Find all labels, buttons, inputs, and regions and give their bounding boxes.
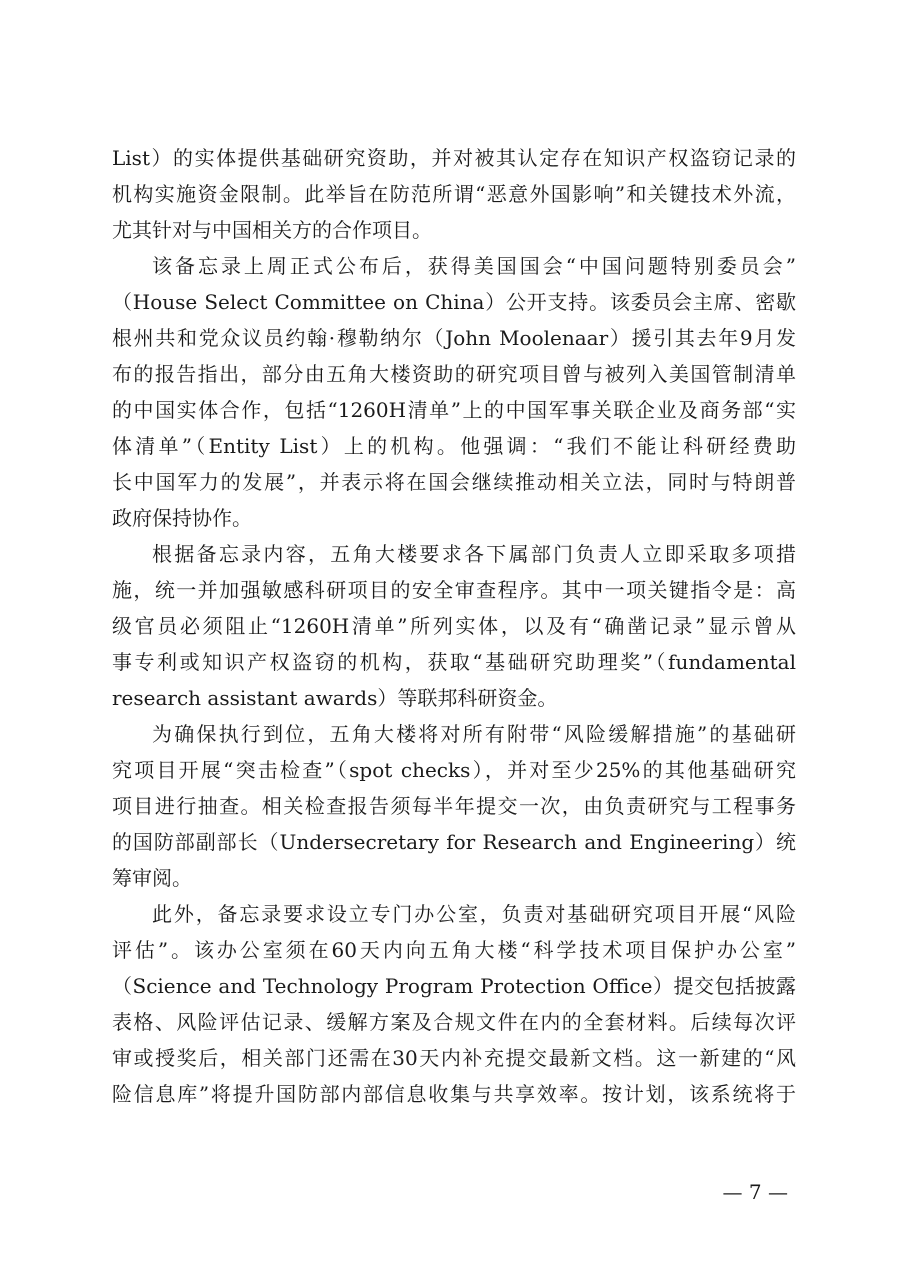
paragraph-first-line: 该备忘录上周正式公布后，获得美国国会“中国问题特别委员会”: [152, 254, 796, 278]
text-line: 究项目开展“突击检查”（spot checks），并对至少25%的其他基础研究: [112, 758, 796, 782]
page-number-label: — 7 —: [722, 1180, 788, 1204]
text-line: 险信息库”将提升国防部内部信息收集与共享效率。按计划，该系统将于: [112, 1082, 796, 1106]
text-line: 事专利或知识产权盗窃的机构，获取“基础研究助理奖”（fundamental: [112, 650, 796, 674]
text-line: 布的报告指出，部分由五角大楼资助的研究项目曾与被列入美国管制清单: [112, 362, 796, 386]
text-line: 级官员必须阻止“1260H清单”所列实体，以及有“确凿记录”显示曾从: [112, 614, 796, 638]
text-line: 筹审阅。: [112, 866, 192, 890]
text-line: 表格、风险评估记录、缓解方案及合规文件在内的全套材料。后续每次评: [112, 1010, 796, 1034]
text-line: （Science and Technology Program Protection Office）提交包括披露: [112, 974, 796, 998]
text-line: （House Select Committee on China）公开支持。该委员会主席、密歇: [112, 290, 796, 314]
text-line: 的中国实体合作，包括“1260H清单”上的中国军事关联企业及商务部“实: [112, 398, 796, 422]
text-line: 项目进行抽查。相关检查报告须每半年提交一次，由负责研究与工程事务: [112, 794, 796, 818]
paragraph-first-line: 为确保执行到位，五角大楼将对所有附带“风险缓解措施”的基础研: [152, 722, 796, 746]
text-line: 机构实施资金限制。此举旨在防范所谓“恶意外国影响”和关键技术外流，: [112, 182, 796, 206]
text-line: 评估”。该办公室须在60天内向五角大楼“科学技术项目保护办公室”: [112, 938, 796, 962]
paragraph-first-line: 此外，备忘录要求设立专门办公室，负责对基础研究项目开展“风险: [152, 902, 796, 926]
text-line: List）的实体提供基础研究资助，并对被其认定存在知识产权盗窃记录的: [112, 146, 796, 170]
paragraph-first-line: 根据备忘录内容，五角大楼要求各下属部门负责人立即采取多项措: [152, 542, 796, 566]
text-line: 体清单”（Entity List）上的机构。他强调：“我们不能让科研经费助: [112, 434, 796, 458]
text-line: 长中国军力的发展”，并表示将在国会继续推动相关立法，同时与特朗普: [112, 470, 796, 494]
text-line: 尤其针对与中国相关方的合作项目。: [112, 218, 432, 242]
text-line: 审或授奖后，相关部门还需在30天内补充提交最新文档。这一新建的“风: [112, 1046, 796, 1070]
text-line: 根州共和党众议员约翰·穆勒纳尔（John Moolenaar）援引其去年9月发: [112, 326, 796, 350]
text-line: 政府保持协作。: [112, 506, 252, 530]
text-line: research assistant awards）等联邦科研资金。: [112, 686, 558, 710]
text-line: 的国防部副部长（Undersecretary for Research and Engineering）统: [112, 830, 796, 854]
text-line: 施，统一并加强敏感科研项目的安全审查程序。其中一项关键指令是：高: [112, 578, 796, 602]
page-number: [0, 1180, 900, 1210]
